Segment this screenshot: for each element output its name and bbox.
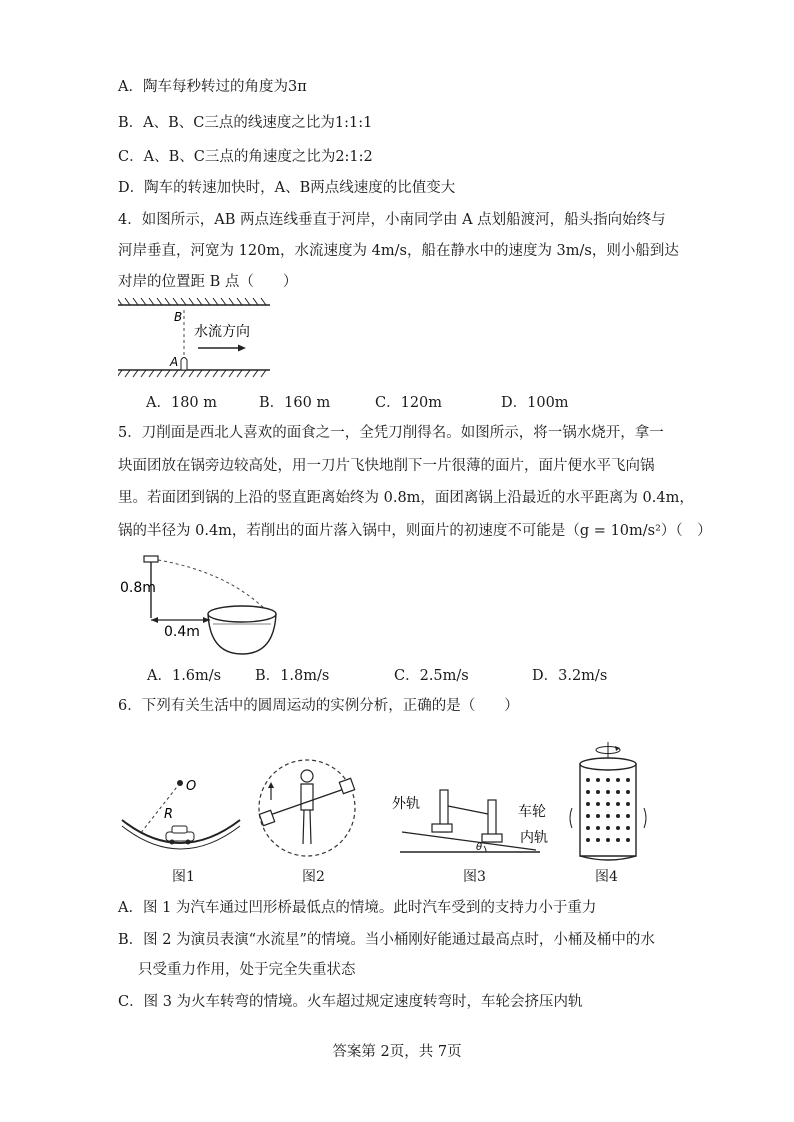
performer-icon	[301, 770, 313, 844]
theta-label: θ	[476, 842, 483, 853]
label-r: R	[164, 807, 174, 822]
outer-rail-label: 外轨	[392, 796, 420, 812]
q4-stem-line-2: 河岸垂直，河宽为 120m，水流速度为 4m/s，船在静水中的速度为 3m/s，则小船到达	[118, 243, 679, 259]
bucket-icon	[339, 778, 354, 793]
figure-4-caption: 图4	[595, 869, 618, 885]
q3-option-a: A．陶车每秒转过的角度为3π	[118, 79, 307, 95]
label-b: B	[174, 310, 183, 324]
flow-direction-label: 水流方向	[194, 324, 250, 340]
water-meteor-figure	[241, 752, 373, 862]
boat-icon	[181, 358, 187, 371]
label-o: O	[186, 779, 197, 794]
q6-stem: 6．下列有关生活中的圆周运动的实例分析，正确的是（ ）	[118, 698, 519, 714]
train-curve-figure	[392, 776, 558, 858]
noodle-pot-figure	[118, 550, 288, 660]
page-footer: 答案第 2页，共 7页	[332, 1044, 462, 1060]
q4-option-b: B．160 m	[259, 395, 331, 411]
distance-label: 0.4m	[164, 624, 200, 640]
q4-option-a: A．180 m	[146, 395, 218, 411]
concave-bridge-figure	[118, 770, 248, 856]
q4-stem-line-3: 对岸的位置距 B 点（ ）	[118, 274, 298, 290]
wheel-label: 车轮	[518, 804, 546, 820]
q6-option-b: B．图 2 为演员表演“水流星”的情境。当小桶刚好能通过最高点时，小桶及桶中的水	[118, 932, 655, 948]
q5-stem-line-2: 块面团放在锅旁边较高处，用一刀片飞快地削下一片很薄的面片，面片便水平飞向锅	[118, 458, 655, 474]
inner-rail-label: 内轨	[520, 830, 548, 846]
washing-drum-figure	[566, 738, 650, 862]
q3-option-c: C．A、B、C三点的角速度之比为2:1:2	[118, 149, 373, 165]
q5-stem-line-1: 5．刀削面是西北人喜欢的面食之一，全凭刀削得名。如图所示，将一锅水烧开，拿一	[118, 425, 664, 441]
q6-option-b-cont: 只受重力作用，处于完全失重状态	[138, 962, 356, 978]
q5-stem-line-3: 里。若面团到锅的上沿的竖直距离始终为 0.8m，面团离锅上沿最近的水平距离为 0.4m，	[118, 490, 694, 506]
q3-option-b: B．A、B、C三点的线速度之比为1:1:1	[118, 115, 373, 131]
label-a: A	[170, 355, 179, 369]
car-icon	[166, 826, 194, 845]
height-label: 0.8m	[120, 580, 156, 596]
q4-option-d: D．100m	[501, 395, 569, 411]
q5-option-d: D．3.2m/s	[532, 668, 608, 684]
q3-option-d: D．陶车的转速加快时，A、B两点线速度的比值变大	[118, 180, 456, 196]
q4-stem-line-1: 4．如图所示，AB 两点连线垂直于河岸，小南同学由 A 点划船渡河，船头指向始终与	[118, 212, 666, 228]
river-figure	[118, 296, 298, 380]
figure-1-caption: 图1	[172, 869, 195, 885]
q5-option-c: C．2.5m/s	[394, 668, 469, 684]
figure-2-caption: 图2	[302, 869, 325, 885]
q4-option-c: C．120m	[375, 395, 443, 411]
figure-3-caption: 图3	[463, 869, 486, 885]
q5-option-a: A．1.6m/s	[147, 668, 222, 684]
q5-option-b: B．1.8m/s	[255, 668, 330, 684]
q6-option-a: A．图 1 为汽车通过凹形桥最低点的情境。此时汽车受到的支持力小于重力	[118, 900, 597, 916]
q5-stem-line-4: 锅的半径为 0.4m，若削出的面片落入锅中，则面片的初速度不可能是（g = 10m/s²）（ ）	[118, 523, 712, 539]
q6-option-c: C．图 3 为火车转弯的情境。火车超过规定速度转弯时，车轮会挤压内轨	[118, 994, 583, 1010]
